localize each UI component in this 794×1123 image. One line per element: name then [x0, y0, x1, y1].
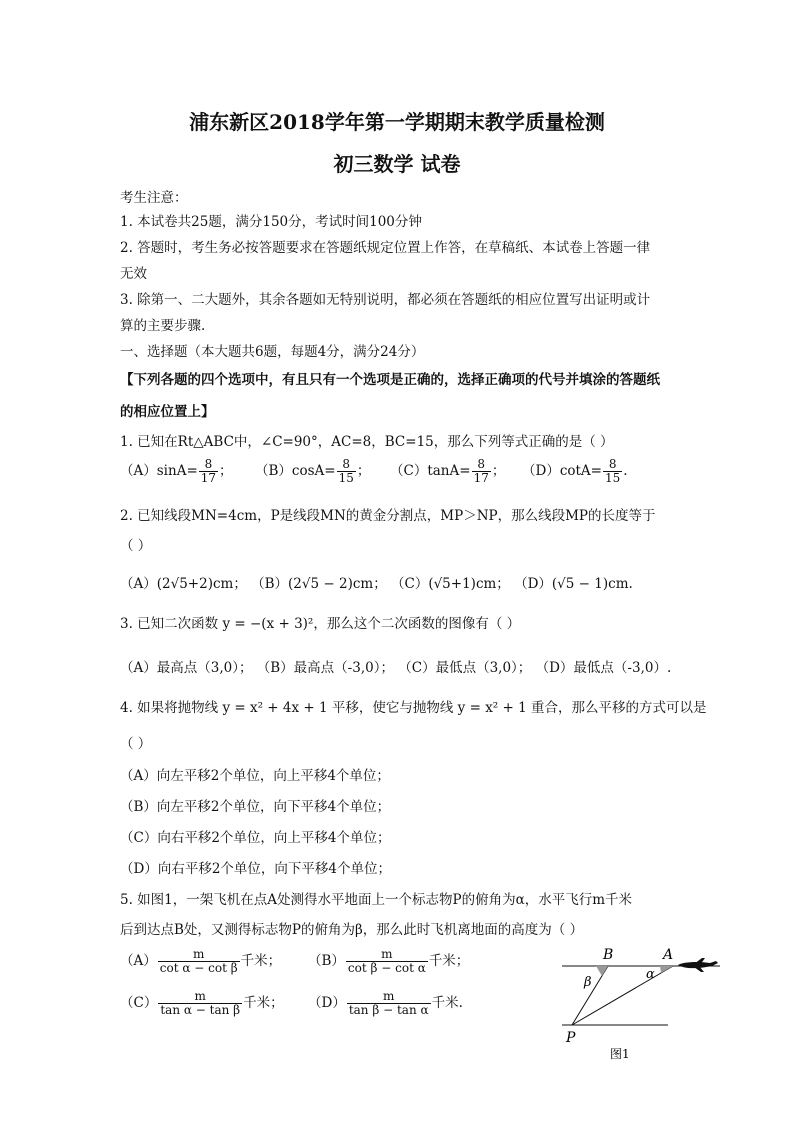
question-4-option-b: （B）向左平移2个单位，向下平移4个单位；: [120, 799, 391, 815]
question-2-stem-a: 2. 已知线段MN=4cm，P是线段MN的黄金分割点，MP＞NP，那么线段MP的长度等于: [120, 508, 656, 524]
question-4-option-a: （A）向左平移2个单位，向上平移4个单位；: [120, 768, 390, 784]
question-4-option-d: （D）向右平移2个单位，向下平移4个单位；: [120, 861, 392, 877]
question-5-stem-b: 后到达点B处，又测得标志物P的俯角为β，那么此时飞机离地面的高度为（ ）: [120, 922, 584, 938]
question-4-stem-b: （ ）: [120, 736, 152, 752]
question-2-stem-b: （ ）: [120, 538, 152, 554]
note-2a: 2. 答题时，考生务必按答题要求在答题纸规定位置上作答，在草稿纸、本试卷上答题一律: [120, 240, 651, 256]
question-4-stem-a: 4. 如果将抛物线 y = x² + 4x + 1 平移，使它与抛物线 y = x² + 1 重合，那么平移的方式可以是: [120, 700, 707, 716]
question-5-option-d: （D） $\frac{m}{\text{tan β − tan α}}$ 千米.: [308, 989, 463, 1017]
question-5-stem-a: 5. 如图1，一架飞机在点A处测得水平地面上一个标志物P的俯角为α，水平飞行m千米: [120, 892, 633, 908]
question-1-stem: 1. 已知在Rt△ABC中，∠C=90°，AC=8，BC=15，那么下列等式正确的是（ ）: [120, 434, 614, 450]
airplane-icon: [678, 958, 718, 972]
note-3a: 3. 除第一、二大题外，其余各题如无特别说明，都必须在答题纸的相应位置写出证明或计: [120, 292, 651, 308]
question-5-option-b: （B） $\frac{m}{\text{cot β − cot α}}$ 千米；: [308, 947, 470, 975]
label-a: A: [663, 947, 674, 963]
question-4-option-c: （C）向右平移2个单位，向上平移4个单位；: [120, 830, 391, 846]
question-1-option-b: （B）cosA= $\frac{8}{15}$ ；: [255, 457, 371, 485]
question-5-option-a: （A） $\frac{m}{\text{cot α − cot β}}$ 千米；: [120, 947, 282, 975]
question-3-stem: 3. 已知二次函数 y = −(x + 3)²，那么这个二次函数的图像有（ ）: [120, 616, 521, 632]
section-instructions-a: 【下列各题的四个选项中，有且只有一个选项是正确的，选择正确项的代号并填涂的答题纸: [120, 372, 660, 388]
notes-heading: 考生注意：: [120, 190, 188, 206]
angle-beta-shade: [596, 966, 608, 976]
page-subtitle: 初三数学 试卷: [333, 152, 461, 176]
figure-1: [548, 940, 738, 1065]
question-1-option-c: （C）tanA= $\frac{8}{17}$ ；: [390, 457, 506, 485]
question-2-options: （A）(2√5+2)cm； （B）(2√5 − 2)cm； （C）(√5+1)cm； （D）(√5 − 1)cm.: [120, 576, 633, 592]
section-heading: 一、选择题（本大题共6题，每题4分，满分24分）: [120, 344, 425, 360]
question-1-option-d: （D）cotA= $\frac{8}{15}$ .: [522, 457, 628, 485]
question-3-options: （A）最高点（3,0）； （B）最高点（-3,0）； （C）最低点（3,0）； （D）最低点（-3,0）.: [120, 660, 672, 676]
note-1: 1. 本试卷共25题，满分150分，考试时间100分钟: [120, 214, 422, 230]
section-instructions-b: 的相应位置上】: [120, 404, 215, 420]
question-1-option-a: （A）sinA= $\frac{8}{17}$ ；: [120, 457, 233, 485]
label-alpha: α: [646, 967, 655, 982]
page-title: 浦东新区2018学年第一学期期末教学质量检测: [189, 110, 605, 134]
note-3b: 算的主要步骤.: [120, 318, 206, 334]
angle-alpha-shade: [660, 966, 673, 973]
label-b: B: [603, 947, 614, 963]
question-5-option-c: （C） $\frac{m}{\text{tan α − tan β}}$ 千米；: [120, 989, 284, 1017]
label-beta: β: [584, 975, 592, 990]
figure-caption: 图1: [610, 1047, 630, 1061]
label-p: P: [566, 1030, 576, 1046]
note-2b: 无效: [120, 266, 147, 282]
